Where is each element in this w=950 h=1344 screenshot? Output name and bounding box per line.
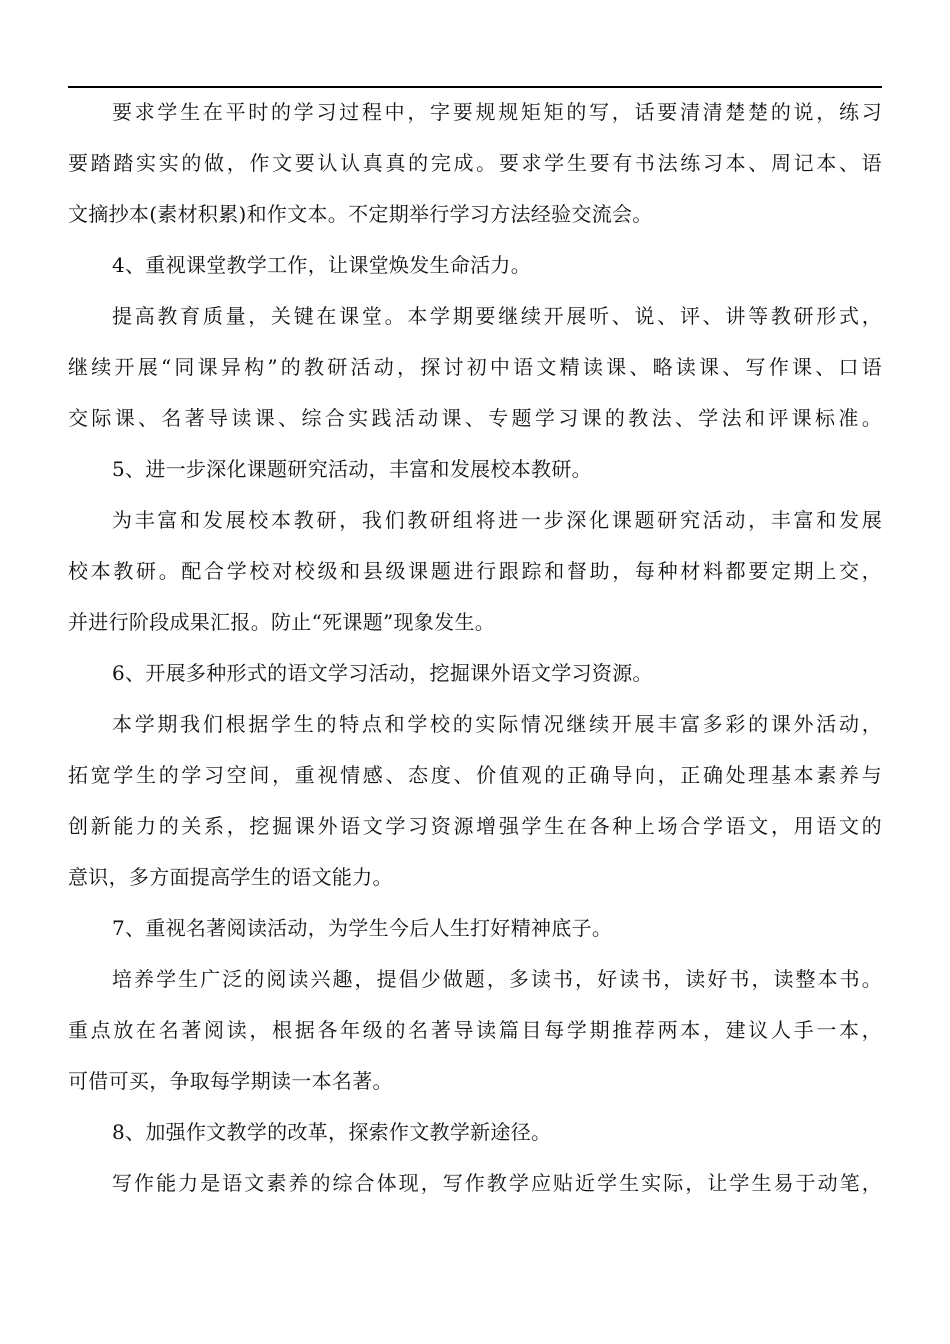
paragraph-line: 文摘抄本(素材积累)和作文本。不定期举行学习方法经验交流会。 [68, 202, 653, 226]
section-heading: 5、进一步深化课题研究活动，丰富和发展校本教研。 [112, 457, 592, 481]
paragraph-line: 可借可买，争取每学期读一本名著。 [68, 1069, 393, 1093]
section-heading: 8、加强作文教学的改革，探索作文教学新途径。 [112, 1120, 552, 1144]
section-heading: 6、开展多种形式的语文学习活动，挖掘课外语文学习资源。 [112, 661, 653, 685]
paragraph-line: 校本教研。配合学校对校级和县级课题进行跟踪和督助，每种材料都要定期上交， [68, 559, 882, 583]
paragraph-line: 为丰富和发展校本教研，我们教研组将进一步深化课题研究活动，丰富和发展 [112, 508, 882, 532]
section-heading: 4、重视课堂教学工作，让课堂焕发生命活力。 [112, 253, 532, 277]
paragraph-line: 创新能力的关系，挖掘课外语文学习资源增强学生在各种上场合学语文，用语文的 [68, 814, 882, 838]
header-rule [68, 86, 882, 88]
paragraph-line: 拓宽学生的学习空间，重视情感、态度、价值观的正确导向，正确处理基本素养与 [68, 763, 882, 787]
paragraph-line: 提高教育质量，关键在课堂。本学期要继续开展听、说、评、讲等教研形式， [112, 304, 882, 328]
paragraph-line: 重点放在名著阅读，根据各年级的名著导读篇目每学期推荐两本，建议人手一本， [68, 1018, 882, 1042]
paragraph-line: 交际课、名著导读课、综合实践活动课、专题学习课的教法、学法和评课标准。 [68, 406, 882, 430]
section-heading: 7、重视名著阅读活动，为学生今后人生打好精神底子。 [112, 916, 613, 940]
paragraph-line: 写作能力是语文素养的综合体现，写作教学应贴近学生实际，让学生易于动笔， [112, 1171, 882, 1195]
paragraph-line: 意识，多方面提高学生的语文能力。 [68, 865, 393, 889]
paragraph-line: 要踏踏实实的做，作文要认认真真的完成。要求学生要有书法练习本、周记本、语 [68, 151, 882, 175]
paragraph-line: 培养学生广泛的阅读兴趣，提倡少做题，多读书，好读书，读好书，读整本书。 [112, 967, 882, 991]
paragraph-line: 本学期我们根据学生的特点和学校的实际情况继续开展丰富多彩的课外活动， [112, 712, 882, 736]
paragraph-line: 并进行阶段成果汇报。防止“死课题”现象发生。 [68, 610, 496, 634]
paragraph-line: 要求学生在平时的学习过程中，字要规规矩矩的写，话要清清楚楚的说，练习 [112, 100, 882, 124]
paragraph-line: 继续开展“同课异构”的教研活动，探讨初中语文精读课、略读课、写作课、口语 [68, 355, 882, 379]
